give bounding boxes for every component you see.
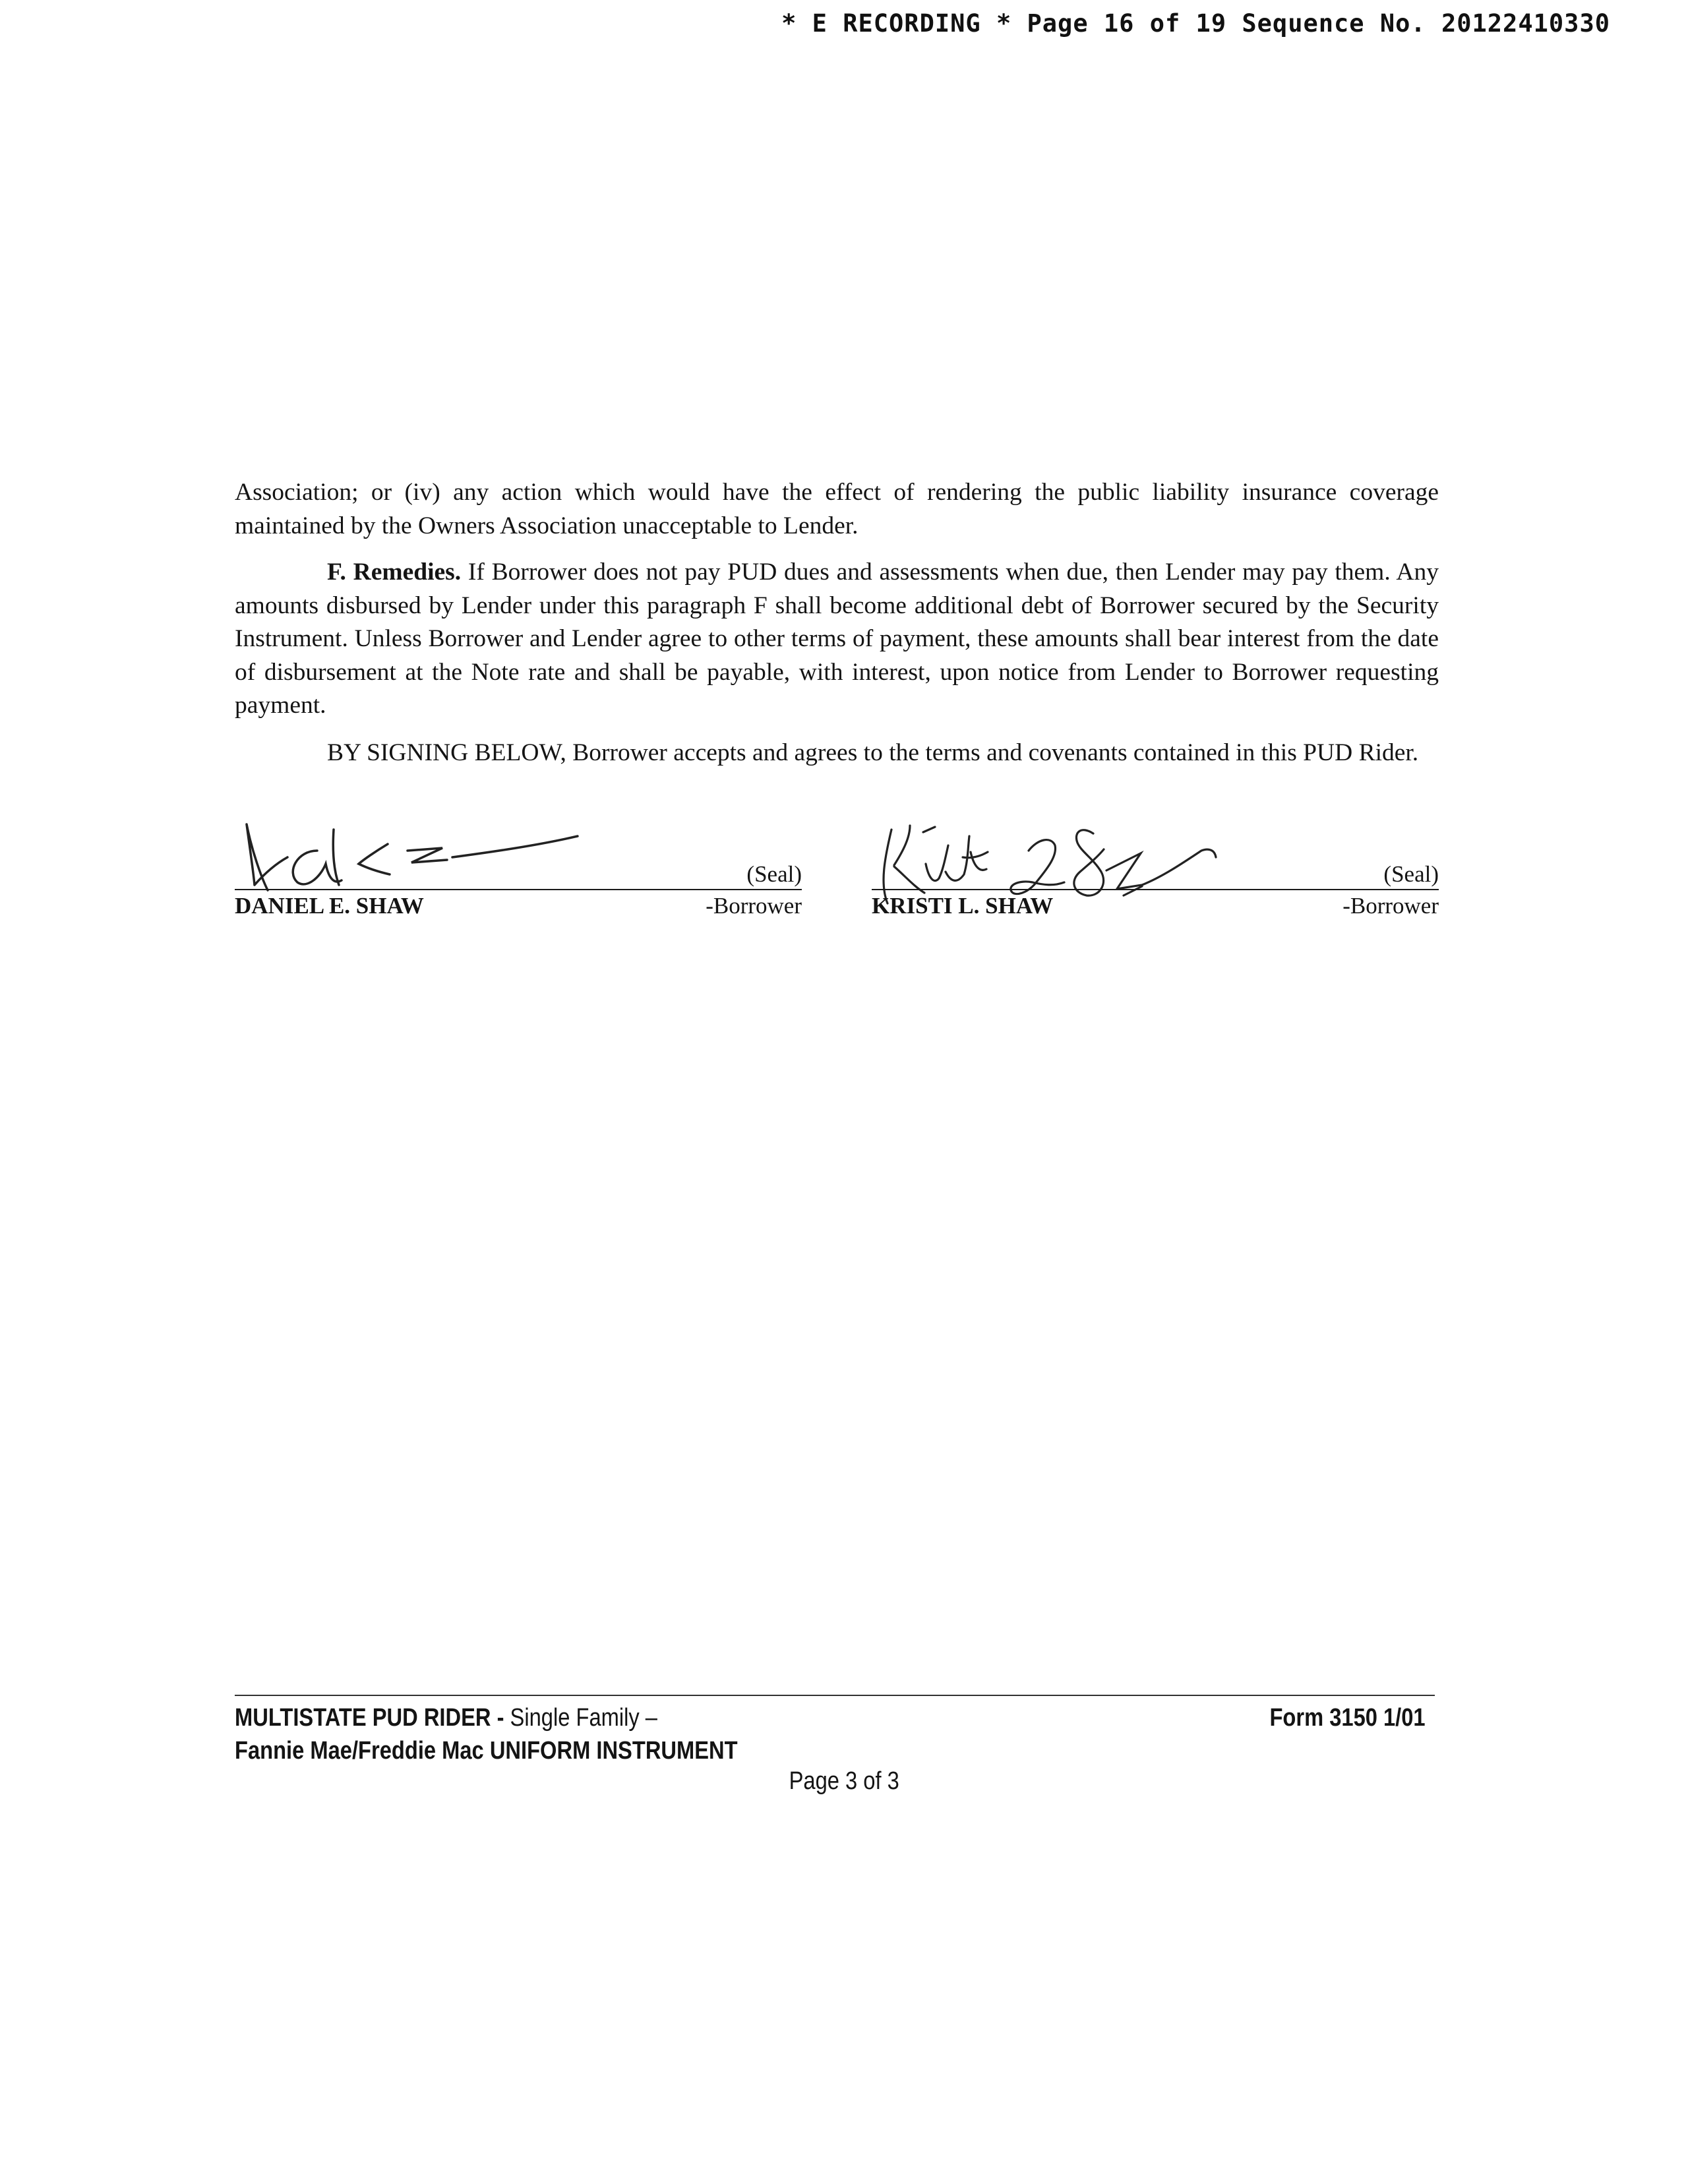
paragraph-signing: BY SIGNING BELOW, Borrower accepts and agrees to the terms and covenants contained in this PUD Rider. xyxy=(327,739,1419,766)
remedies-text: If Borrower does not pay PUD dues and assessments when due, then Lender may pay them. Any amounts disbursed by Lender under this paragraph F shall become additional debt of Borrower secured by the Security Instrument. Unless Borrower and Lender agree to other terms of payment, these amounts shall bear interest from the date of disbursement at the Note rate and shall be payable, with interest, upon notice from Lender to Borrower requesting payment. xyxy=(235,559,1439,719)
footer-title-regular: Single Family – xyxy=(504,1704,657,1732)
signature-block-borrower-1 xyxy=(235,811,802,930)
paragraph-association: Association; or (iv) any action which would have the effect of rendering the public liability insurance coverage maintained by the Owners Association unacceptable to Lender. xyxy=(235,479,1439,539)
signer-name: DANIEL E. SHAW xyxy=(235,893,424,919)
signature-line-1 xyxy=(235,889,802,890)
page-number-text: Page 3 of 3 xyxy=(789,1767,899,1795)
signature-line-2 xyxy=(872,889,1439,890)
recording-header: * E RECORDING * Page 16 of 19 Sequence No. 20122410330 xyxy=(781,9,1610,38)
signer-name: KRISTI L. SHAW xyxy=(872,893,1054,919)
seal-label: (Seal) xyxy=(1383,861,1439,887)
footer-title-line xyxy=(235,1701,738,1734)
footer-title-bold: MULTISTATE PUD RIDER - xyxy=(235,1704,504,1732)
signer-role: -Borrower xyxy=(1342,893,1439,919)
footer-form-title xyxy=(235,1701,738,1767)
footer-divider xyxy=(235,1695,1435,1696)
signature-block-borrower-2 xyxy=(872,811,1439,930)
remedies-heading: F. Remedies. xyxy=(327,559,462,586)
signer-role: -Borrower xyxy=(706,893,802,919)
footer-page-number xyxy=(0,1767,1688,1796)
footer-form-number: Form 3150 1/01 xyxy=(1269,1704,1426,1732)
seal-label: (Seal) xyxy=(746,861,802,887)
paragraph-remedies xyxy=(235,556,1439,723)
footer-subtitle: Fannie Mae/Freddie Mac UNIFORM INSTRUMENT xyxy=(235,1737,738,1765)
